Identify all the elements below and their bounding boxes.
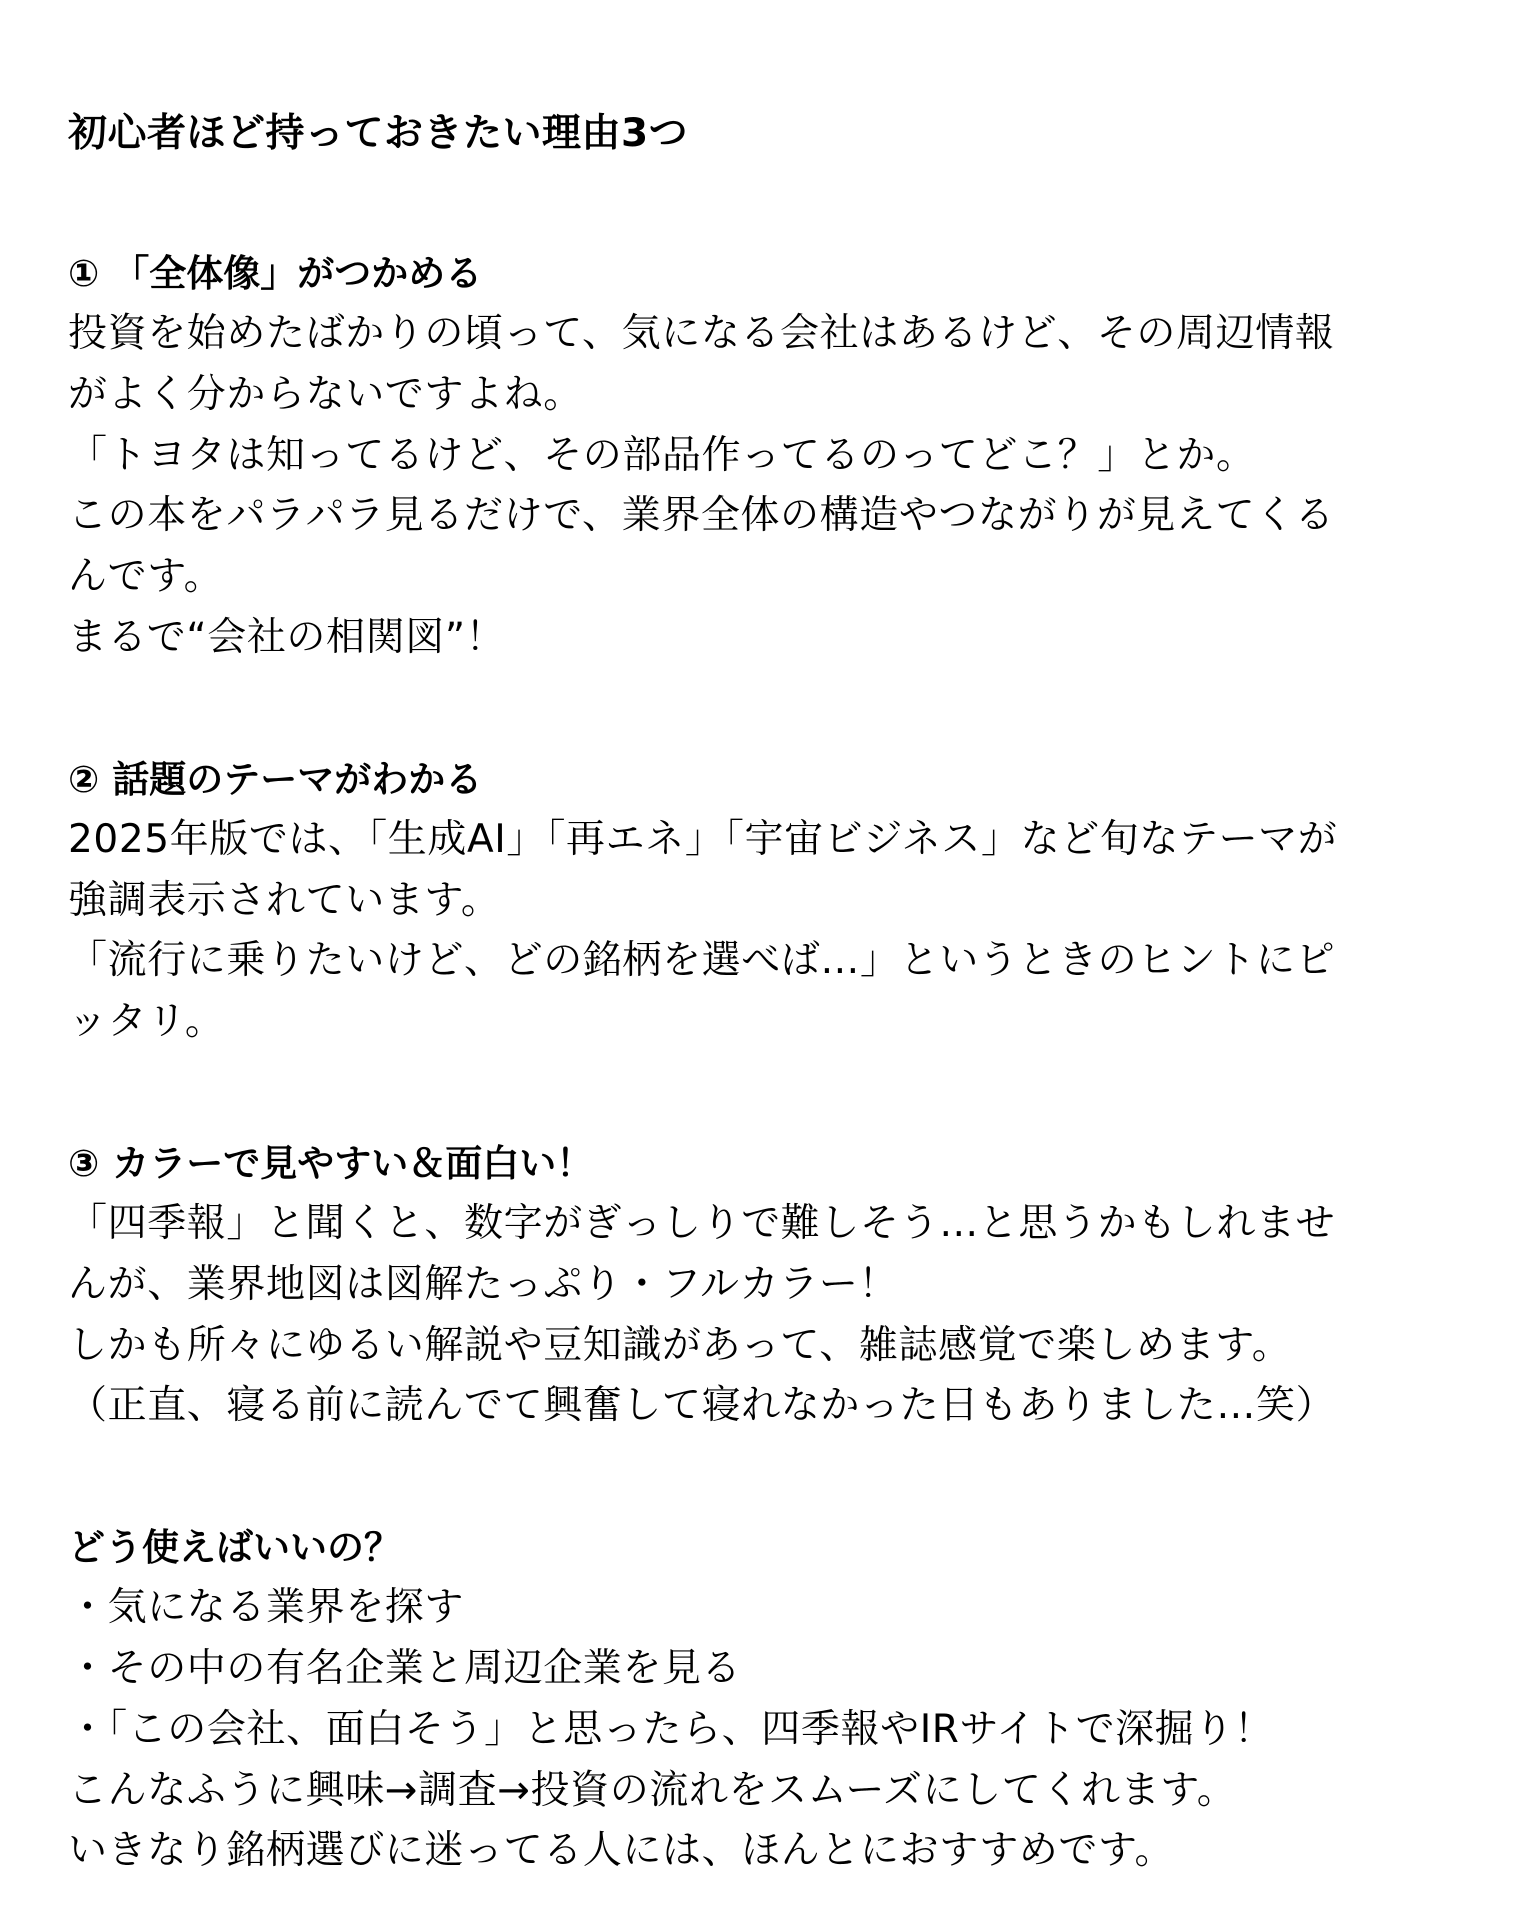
body-line: ッタリ。 — [68, 999, 225, 1045]
body-line: んが、業界地図は図解たっぷり・フルカラー！ — [68, 1261, 899, 1307]
body-line: 2025年版では、「生成AI」「再エネ」「宇宙ビジネス」など旬なテーマが — [68, 816, 1338, 862]
list-item: ・「この会社、面白そう」と思ったら、四季報やIRサイトで深掘り！ — [68, 1706, 1274, 1752]
body-line: 「四季報」と聞くと、数字がぎっしりで難しそう…と思うかもしれませ — [68, 1200, 1336, 1246]
body-line: この本をパラパラ見るだけで、業界全体の構造やつながりが見えてくる — [68, 493, 1335, 539]
body-line: こんなふうに興味→調査→投資の流れをスムーズにしてくれます。 — [68, 1767, 1237, 1813]
section-color — [68, 1134, 1476, 1437]
body-line: 投資を始めたばかりの頃って、気になる会社はあるけど、その周辺情報 — [68, 311, 1335, 356]
page-title: 初心者ほど持っておきたい理由3つ — [68, 111, 689, 156]
section-how-to-use — [68, 1518, 1476, 1882]
body-line: がよく分からないですよね。 — [68, 371, 583, 417]
section-heading: ① 「全体像」がつかめる — [68, 252, 483, 295]
section-themes — [68, 750, 1476, 1053]
list-item: ・その中の有名企業と周辺企業を見る — [68, 1645, 742, 1691]
body-line: 強調表示されています。 — [68, 877, 501, 923]
section-heading: どう使えばいいの？ — [68, 1526, 401, 1570]
body-line: （正直、寝る前に読んでて興奮して寝れなかった日もありました…笑） — [68, 1383, 1336, 1429]
body-line: まるで“会社の相関図”！ — [68, 614, 506, 660]
section-heading: ③ カラーで見やすい＆面白い！ — [68, 1141, 594, 1185]
body-line: しかも所々にゆるい解説や豆知識があって、雑誌感覚で楽しめます。 — [68, 1322, 1292, 1368]
list-item: ・気になる業界を探す — [68, 1585, 465, 1631]
body-line: 「トヨタは知ってるけど、その部品作ってるのってどこ？」とか。 — [68, 432, 1256, 478]
body-line: 「流行に乗りたいけど、どの銘柄を選べば…」というときのヒントにピ — [68, 938, 1336, 984]
body-line: いきなり銘柄選びに迷ってる人には、ほんとにおすすめです。 — [68, 1828, 1175, 1874]
body-line: んです。 — [68, 554, 224, 600]
section-heading: ② 話題のテーマがわかる — [68, 757, 483, 801]
section-overview — [68, 244, 1476, 669]
